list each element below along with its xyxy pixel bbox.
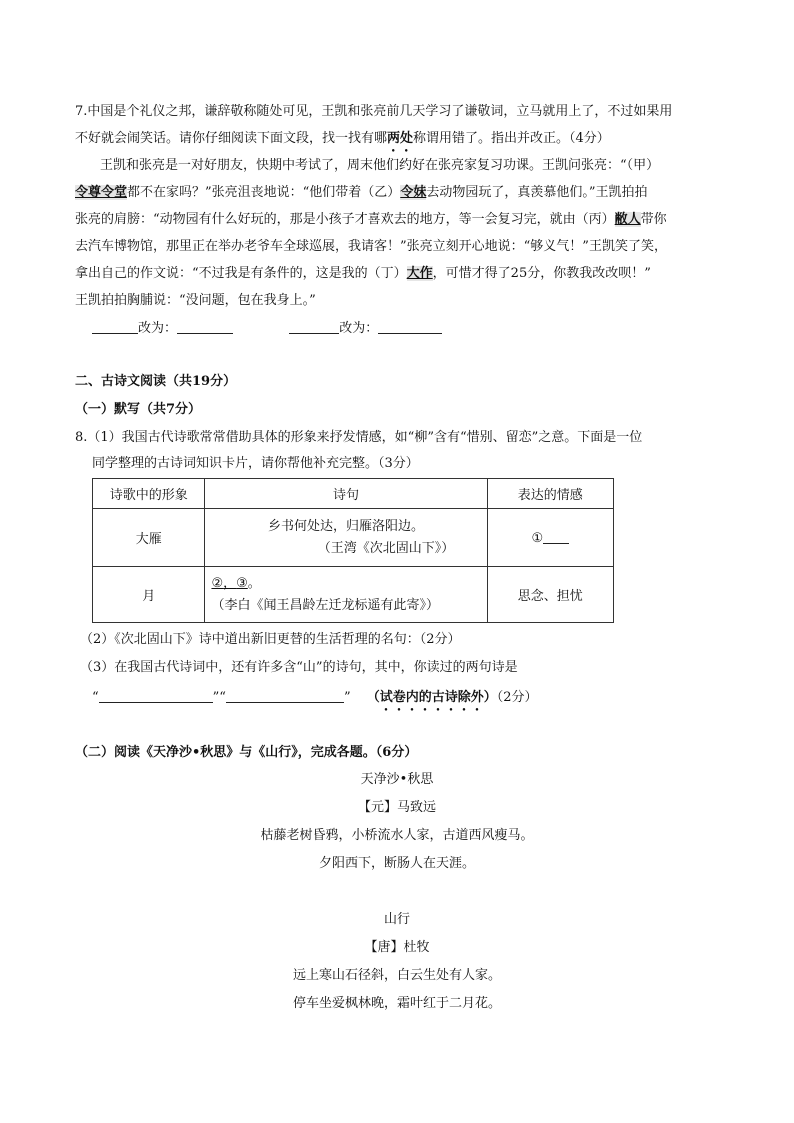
poem1-author: 【元】马致远 (357, 800, 436, 815)
q7-passage-line5 (75, 265, 651, 283)
passage-text: 张亮的肩膀：“动物园有什么好玩的，那是小孩子才喜欢去的地方，等一会复习完，就由（丙） (75, 212, 615, 227)
answer-blank-6[interactable] (226, 688, 344, 703)
q7-passage-line1: 王凯和张亮是一对好朋友，快期中考试了，周末他们约好在张亮家复习功课。王凯问张亮：“（甲） (100, 158, 660, 173)
header-verse: 诗句 (205, 479, 487, 509)
cell-image-goose: 大雁 (93, 509, 205, 567)
subsection-1-title: （一）默写（共7分） (75, 402, 202, 417)
header-image: 诗歌中的形象 (93, 479, 205, 509)
blank-marker-1: ① (531, 531, 544, 546)
fix-label-1: 改为： (138, 321, 178, 336)
cell-verse-goose (205, 509, 487, 567)
passage-text: 去动物园玩了，真羡慕他们。”王凯拍拍 (426, 185, 648, 200)
answer-blank-4[interactable] (378, 319, 442, 334)
q7-prompt-line1: 7.中国是个礼仪之邦，谦辞敬称随处可见，王凯和张亮前几天学习了谦敬词，立马就用上了，不过如果用 (75, 104, 673, 119)
quote-mid: ”“ (212, 690, 226, 705)
verse-blanks (211, 573, 486, 595)
cell-verse-moon (205, 567, 487, 623)
quote-open: “ (92, 690, 99, 705)
cell-emotion-moon: 思念、担忧 (487, 567, 613, 623)
q7-prompt-line2 (75, 130, 610, 155)
term-jia[interactable]: 令尊令堂 (75, 185, 128, 200)
answer-blank-emotion[interactable] (543, 529, 569, 544)
knowledge-card-table (92, 478, 614, 623)
comma: ， (223, 575, 237, 591)
q8-prompt-line2: 同学整理的古诗词知识卡片，请你帮他补充完整。（3分） (92, 456, 419, 471)
poem2-title: 山行 (383, 912, 410, 927)
cell-image-moon: 月 (93, 567, 205, 623)
term-bing[interactable]: 敝人 (614, 212, 641, 227)
quote-close: ” (343, 690, 351, 705)
verse-line: 乡书何处达，归雁洛阳边。 (267, 518, 424, 534)
answer-blank-2[interactable] (177, 319, 233, 334)
period: 。 (247, 575, 261, 591)
points-note: （2分） (496, 690, 538, 705)
header-emotion: 表达的情感 (487, 479, 613, 509)
q8-prompt-line1: 8.（1）我国古代诗歌常常借助具体的形象来抒发情感，如“柳”含有“惜别、留恋”之意。下面是一位 (75, 430, 643, 445)
q7-passage-line4: 去汽车博物馆，那里正在举办老爷车全球巡展，我请客！”张亮立刻开心地说：“够义气！”王凯笑了笑， (75, 239, 667, 254)
blank-marker-3[interactable]: ③ (236, 575, 248, 591)
passage-text: ，可惜才得了25分，你教我改改呗！” (432, 266, 651, 281)
answer-blank-3[interactable] (289, 319, 339, 334)
exclusion-note: （试卷内的古诗除外） (366, 690, 497, 705)
poem2-line2: 停车坐爱枫林晚，霜叶红于二月花。 (292, 996, 501, 1011)
term-ding[interactable]: 大作 (406, 266, 433, 281)
q7-emphasis-two-places: 两处 (387, 131, 414, 146)
q7-answer-row (92, 319, 442, 338)
passage-text: 都不在家吗？”张亮沮丧地说：“他们带着（乙） (127, 185, 401, 200)
term-yi[interactable]: 令妹 (400, 185, 427, 200)
poem2-line1: 远上寒山石径斜，白云生处有人家。 (292, 968, 501, 983)
table-row (93, 567, 614, 623)
q7-prompt-text: 不好就会闹笑话。请你仔细阅读下面文段，找一找有哪 (75, 131, 388, 146)
answer-blank-1[interactable] (92, 319, 138, 334)
section-2-title: 二、古诗文阅读（共19分） (75, 374, 237, 389)
q7-passage-line3 (75, 211, 667, 229)
fix-label-2: 改为： (339, 321, 379, 336)
poem1-line2: 夕阳西下，断肠人在天涯。 (318, 856, 475, 871)
q8-3-answer-row (92, 688, 538, 714)
table-header-row (93, 479, 614, 509)
subsection-2-title: （二）阅读《天净沙•秋思》与《山行》，完成各题。（6分） (75, 745, 418, 760)
passage-text: 拿出自己的作文说：“不过我是有条件的，这是我的（丁） (75, 266, 407, 281)
q7-passage-line6: 王凯拍拍胸脯说：“没问题，包在我身上。” (75, 293, 316, 308)
poem2-author: 【唐】杜牧 (364, 940, 430, 955)
verse-source: （李白《闻王昌龄左迁龙标遥有此寄》） (211, 597, 439, 613)
poem1-title: 天净沙•秋思 (360, 772, 434, 787)
passage-text: 带你 (640, 212, 667, 227)
poem1-line1: 枯藤老树昏鸦，小桥流水人家，古道西风瘦马。 (260, 828, 534, 843)
cell-emotion-blank[interactable] (487, 509, 613, 567)
table-row (93, 509, 614, 567)
verse-source: （王湾《次北固山下》） (317, 540, 455, 556)
answer-blank-5[interactable] (99, 688, 213, 703)
blank-marker-2[interactable]: ② (211, 575, 224, 591)
q8-3-prompt: （3）在我国古代诗词中，还有许多含“山”的诗句，其中，你读过的两句诗是 (80, 660, 518, 675)
q7-passage-line2 (75, 184, 647, 202)
q7-prompt-text-end: 称谓用错了。指出并改正。（4分） (413, 131, 610, 146)
q8-2-prompt: （2）《次北固山下》诗中道出新旧更替的生活哲理的名句：（2分） (80, 632, 461, 647)
